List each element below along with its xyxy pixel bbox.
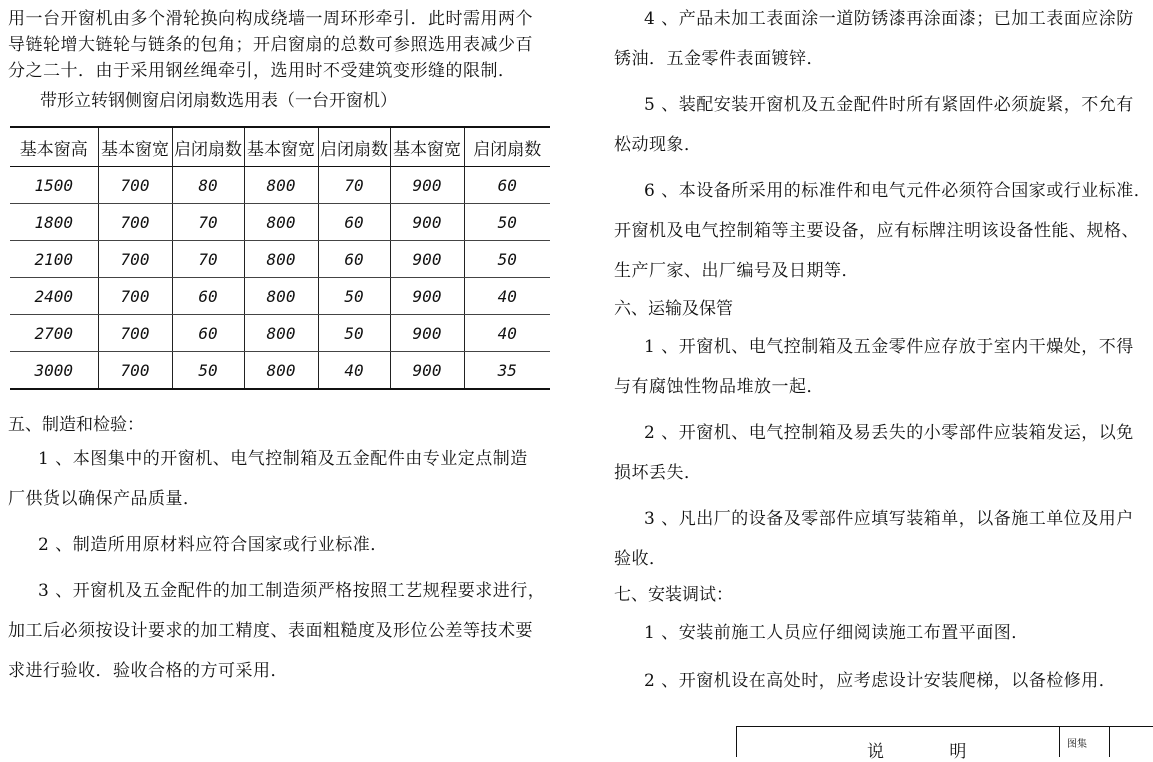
table-cell: 50 — [172, 352, 244, 390]
intro-line: 分之二十．由于采用钢丝绳牵引，选用时不受建筑变形缝的限制． — [8, 61, 516, 81]
table-cell: 800 — [244, 352, 318, 390]
table-cell: 60 — [172, 278, 244, 315]
paragraph-line: 2 、制造所用原材料应符合国家或行业标准． — [38, 535, 388, 555]
table-cell: 800 — [244, 315, 318, 352]
table-cell: 700 — [98, 167, 172, 204]
title-block-divider — [1059, 727, 1060, 757]
paragraph-line: 松动现象． — [614, 135, 702, 155]
paragraph-line: 锈油．五金零件表面镀锌． — [614, 49, 824, 69]
table-cell: 2400 — [10, 278, 98, 315]
intro-line: 导链轮增大链轮与链条的包角；开启窗扇的总数可参照选用表减少百 — [8, 35, 533, 55]
section-7-body — [614, 620, 1150, 694]
section-6-body — [614, 334, 1150, 572]
paragraph-line: 3 、凡出厂的设备及零部件应填写装箱单，以备施工单位及用户 — [644, 509, 1134, 529]
table-cell: 50 — [464, 204, 550, 241]
col-header-sash-count: 启闭扇数 — [318, 127, 390, 167]
table-row — [10, 167, 550, 204]
table-cell: 70 — [318, 167, 390, 204]
paragraph-line: 3 、开窗机及五金配件的加工制造须严格按照工艺规程要求进行， — [38, 581, 546, 601]
table-cell: 60 — [318, 241, 390, 278]
section-5-continued — [614, 6, 1150, 284]
section-6-heading: 六、运输及保管 — [614, 299, 733, 319]
table-cell: 800 — [244, 204, 318, 241]
paragraph-line: 2 、开窗机设在高处时，应考虑设计安装爬梯，以备检修用． — [644, 671, 1117, 691]
table-cell: 80 — [172, 167, 244, 204]
table-cell: 700 — [98, 352, 172, 390]
table-cell: 40 — [318, 352, 390, 390]
table-cell: 60 — [464, 167, 550, 204]
intro-line: 用一台开窗机由多个滑轮换向构成绕墙一周环形牵引．此时需用两个 — [8, 9, 533, 29]
table-cell: 60 — [172, 315, 244, 352]
paragraph-line: 1 、开窗机、电气控制箱及五金零件应存放于室内干燥处，不得 — [644, 337, 1134, 357]
table-cell: 900 — [390, 315, 464, 352]
table-row — [10, 278, 550, 315]
col-header-sash-count: 启闭扇数 — [172, 127, 244, 167]
table-row — [10, 315, 550, 352]
table-cell: 800 — [244, 241, 318, 278]
title-block-caption: 说 明 — [867, 742, 997, 762]
section-7-heading: 七、安装调试： — [614, 585, 733, 605]
table-row — [10, 352, 550, 390]
table-cell: 700 — [98, 204, 172, 241]
paragraph-line: 开窗机及电气控制箱等主要设备，应有标牌注明该设备性能、规格、 — [614, 221, 1139, 241]
table-cell: 1800 — [10, 204, 98, 241]
table-cell: 900 — [390, 167, 464, 204]
table-cell: 900 — [390, 278, 464, 315]
table-cell: 800 — [244, 278, 318, 315]
paragraph-line: 厂供货以确保产品质量． — [8, 489, 201, 509]
table-cell: 900 — [390, 241, 464, 278]
table-cell: 800 — [244, 167, 318, 204]
window-spec-table — [10, 126, 550, 390]
table-cell: 70 — [172, 204, 244, 241]
paragraph-line: 1 、安装前施工人员应仔细阅读施工布置平面图． — [644, 623, 1029, 643]
table-cell: 700 — [98, 278, 172, 315]
table-title: 带形立转钢侧窗启闭扇数选用表（一台开窗机） — [40, 91, 397, 111]
table-cell: 700 — [98, 241, 172, 278]
table-cell: 50 — [318, 315, 390, 352]
title-block-cell: 图集 — [1067, 739, 1087, 750]
col-header-base-height: 基本窗高 — [19, 139, 88, 160]
col-header-base-width: 基本窗宽 — [98, 127, 172, 167]
col-header-sash-count: 启闭扇数 — [464, 127, 550, 167]
section-5-heading: 五、制造和检验： — [8, 415, 144, 435]
paragraph-line: 求进行验收．验收合格的方可采用． — [8, 661, 288, 681]
right-column — [614, 6, 1150, 694]
table-cell: 2100 — [10, 241, 98, 278]
table-cell: 40 — [464, 278, 550, 315]
table-cell: 900 — [390, 204, 464, 241]
section-5-body — [8, 446, 548, 684]
table-cell: 1500 — [10, 167, 98, 204]
table-header-row — [10, 127, 550, 167]
paragraph-line: 6 、本设备所采用的标准件和电气元件必须符合国家或行业标准． — [644, 181, 1152, 201]
intro-paragraph — [8, 6, 548, 84]
paragraph-line: 加工后必须按设计要求的加工精度、表面粗糙度及形位公差等技术要 — [8, 621, 533, 641]
table-row — [10, 204, 550, 241]
table-cell: 50 — [464, 241, 550, 278]
paragraph-line: 与有腐蚀性物品堆放一起． — [614, 377, 824, 397]
table-cell: 60 — [318, 204, 390, 241]
table-cell: 70 — [172, 241, 244, 278]
table-cell: 50 — [318, 278, 390, 315]
table-row — [10, 241, 550, 278]
title-block — [736, 726, 1153, 762]
left-column — [8, 6, 548, 684]
paragraph-line: 2 、开窗机、电气控制箱及易丢失的小零部件应装箱发运，以免 — [644, 423, 1134, 443]
title-block-divider — [1109, 727, 1110, 757]
table-cell: 900 — [390, 352, 464, 390]
paragraph-line: 损坏丢失． — [614, 463, 702, 483]
table-cell: 40 — [464, 315, 550, 352]
paragraph-line: 验收． — [614, 549, 667, 569]
table-cell: 35 — [464, 352, 550, 390]
col-header-base-width: 基本窗宽 — [390, 127, 464, 167]
table-cell: 3000 — [10, 352, 98, 390]
table-cell: 2700 — [10, 315, 98, 352]
paragraph-line: 5 、装配安装开窗机及五金配件时所有紧固件必须旋紧，不允有 — [644, 95, 1134, 115]
paragraph-line: 4 、产品未加工表面涂一道防锈漆再涂面漆；已加工表面应涂防 — [644, 9, 1134, 29]
col-header-base-width: 基本窗宽 — [244, 127, 318, 167]
paragraph-line: 1 、本图集中的开窗机、电气控制箱及五金配件由专业定点制造 — [38, 449, 528, 469]
paragraph-line: 生产厂家、出厂编号及日期等． — [614, 261, 859, 281]
table-cell: 700 — [98, 315, 172, 352]
